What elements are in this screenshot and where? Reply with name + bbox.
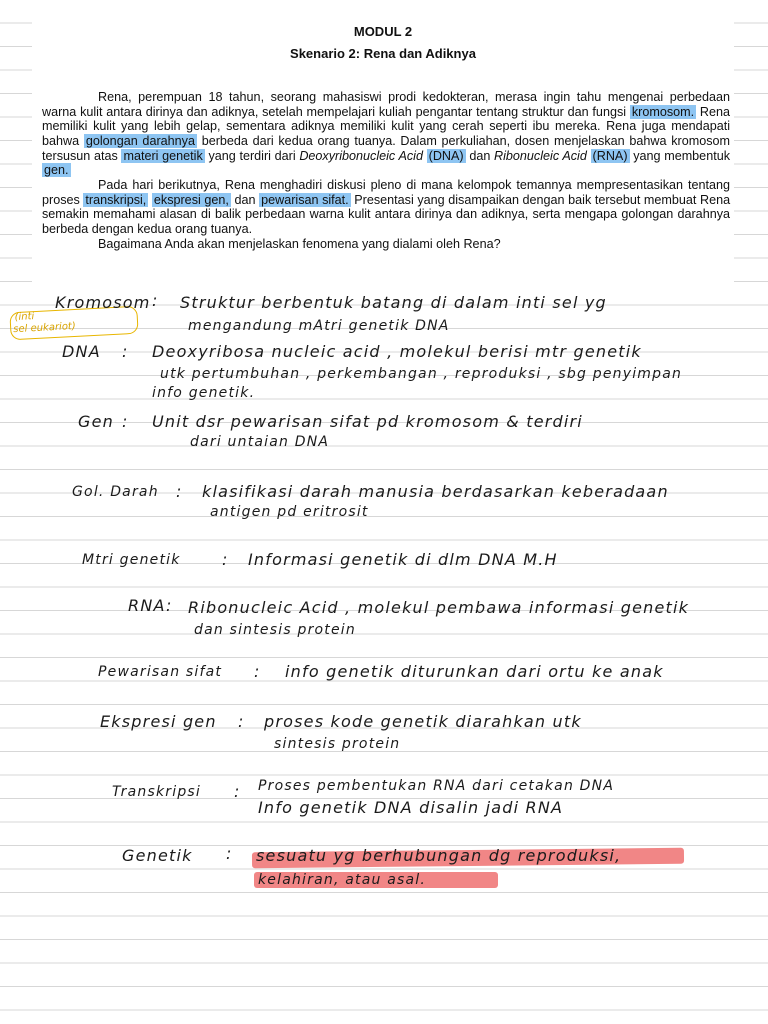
handwritten-notes: (inti sel eukariot) Kromosom : Struktur berbentuk batang di dalam inti sel yg mengandung mAtri genetik DNA DNA : Deoxyribosa nucleic acid , molekul berisi mtr genetik utk pertumbuhan , perkembangan , reproduksi , sbg penyimpan info genetik. Gen : Unit dsr pewarisan sifat pd kromosom & terdiri dari untaian DNA Gol. Darah : klasifikasi darah manusia berdasarkan keberadaan antigen pd eritrosit Mtri genetik : Informasi genetik di dlm DNA M.H RNA : Ribonucleic Acid , molekul pembawa informasi genetik dan sintesis protein Pewarisan sifat : info genetik diturunkan dari ortu ke anak Ekspresi gen : proses kode genetik diarahkan utk sintesis protein Transkripsi : Proses pembentukan RNA dari cetakan DNA Info genetik DNA disalin jadi RNA Genetik : sesuatu yg berhubungan dg reproduksi, kelahiran, atau asal.	[0, 0, 768, 1024]
def-transkripsi-2: Info genetik DNA disalin jadi RNA	[258, 798, 564, 817]
term-pewarisan-sifat: Pewarisan sifat	[98, 664, 223, 680]
def-transkripsi-1: Proses pembentukan RNA dari cetakan DNA	[258, 778, 615, 794]
highlight-materi-genetik: materi genetik	[123, 148, 203, 163]
scenario-title: Skenario 2: Rena dan Adiknya	[290, 46, 476, 61]
def-ekspresi-gen-1: proses kode genetik diarahkan utk	[264, 712, 582, 731]
def-genetik-2: kelahiran, atau asal.	[258, 872, 427, 888]
term-transkripsi: Transkripsi	[112, 784, 201, 800]
highlight-pewarisan-sifat: pewarisan sifat.	[261, 192, 349, 207]
def-gen-2: dari untaian DNA	[190, 434, 330, 450]
highlight-kromosom: kromosom.	[631, 104, 695, 119]
def-ekspresi-gen-2: sintesis protein	[274, 736, 401, 752]
paragraph-3: Bagaimana Anda akan menjelaskan fenomena yang dialami oleh Rena?	[98, 236, 501, 251]
def-gen-1: Unit dsr pewarisan sifat pd kromosom & terdiri	[152, 412, 583, 431]
highlight-transkripsi: transkripsi,	[85, 192, 147, 207]
term-gol-darah: Gol. Darah	[72, 484, 159, 500]
highlight-gen: gen.	[44, 163, 69, 178]
def-dna-1: Deoxyribosa nucleic acid , molekul berisi mtr genetik	[152, 342, 642, 361]
paragraph-1: Rena, perempuan 18 tahun, seorang mahasiswi prodi kedokteran, merasa ingin tahu mengenai perbedaan warna kulit antara dirinya dan adiknya, setelah mempelajari kuliah pengantar tentang struktur dan fungsi kromosom. Rena memiliki kulit yang lebih gelap, sementara adiknya memiliki kulit yang cerah seperti ibu mereka. Rena juga mendapati bahwa golongan darahnya berbeda dari kedua orang tuanya. Dalam perkuliahan, dosen menjelaskan bahwa kromosom tersusun atas materi genetik yang terdiri dari Deoxyribonucleic Acid (DNA) dan Ribonucleic Acid (RNA) yang membentuk gen.	[42, 90, 731, 178]
term-dna: DNA	[62, 342, 101, 361]
def-dna-3: info genetik.	[152, 385, 256, 401]
term-kromosom: Kromosom	[55, 293, 151, 312]
highlight-dna: (DNA)	[428, 148, 464, 163]
def-gol-darah-2: antigen pd eritrosit	[210, 504, 369, 520]
term-rna: RNA	[128, 596, 166, 615]
term-materi-genetik: Mtri genetik	[82, 552, 181, 568]
highlight-ekspresi-gen: ekspresi gen,	[153, 192, 229, 207]
term-genetik: Genetik	[122, 846, 193, 865]
def-dna-2: utk pertumbuhan , perkembangan , reproduksi , sbg penyimpan	[160, 366, 683, 382]
term-ekspresi-gen: Ekspresi gen	[100, 712, 217, 731]
side-note: (inti sel eukariot)	[9, 306, 138, 341]
highlight-rna: (RNA)	[592, 148, 628, 163]
term-gen: Gen	[78, 412, 114, 431]
def-kromosom-1: Struktur berbentuk batang di dalam inti sel yg	[180, 293, 607, 312]
highlight-golongan-darah: golongan darahnya	[85, 133, 195, 148]
def-rna-1: Ribonucleic Acid , molekul pembawa informasi genetik	[188, 598, 690, 617]
def-pewarisan-sifat: info genetik diturunkan dari ortu ke anak	[285, 662, 664, 681]
def-kromosom-2: mengandung mAtri genetik DNA	[188, 318, 450, 334]
def-gol-darah-1: klasifikasi darah manusia berdasarkan keberadaan	[202, 482, 669, 501]
def-rna-2: dan sintesis protein	[194, 622, 356, 638]
def-genetik-1: sesuatu yg berhubungan dg reproduksi,	[256, 846, 622, 865]
paragraph-2: Pada hari berikutnya, Rena menghadiri diskusi pleno di mana kelompok temannya mempresentasikan tentang proses transkripsi, ekspresi gen, dan pewarisan sifat. Presentasi yang disampaikan dengan baik tersebut membuat Rena semakin memahami alasan di balik perbedaan warna kulit antara dirinya dan adiknya, serta mengapa golongan darahnya berbeda dengan kedua orang tuanya.	[42, 177, 731, 236]
module-title: MODUL 2	[353, 24, 413, 39]
def-materi-genetik: Informasi genetik di dlm DNA M.H	[248, 550, 558, 569]
